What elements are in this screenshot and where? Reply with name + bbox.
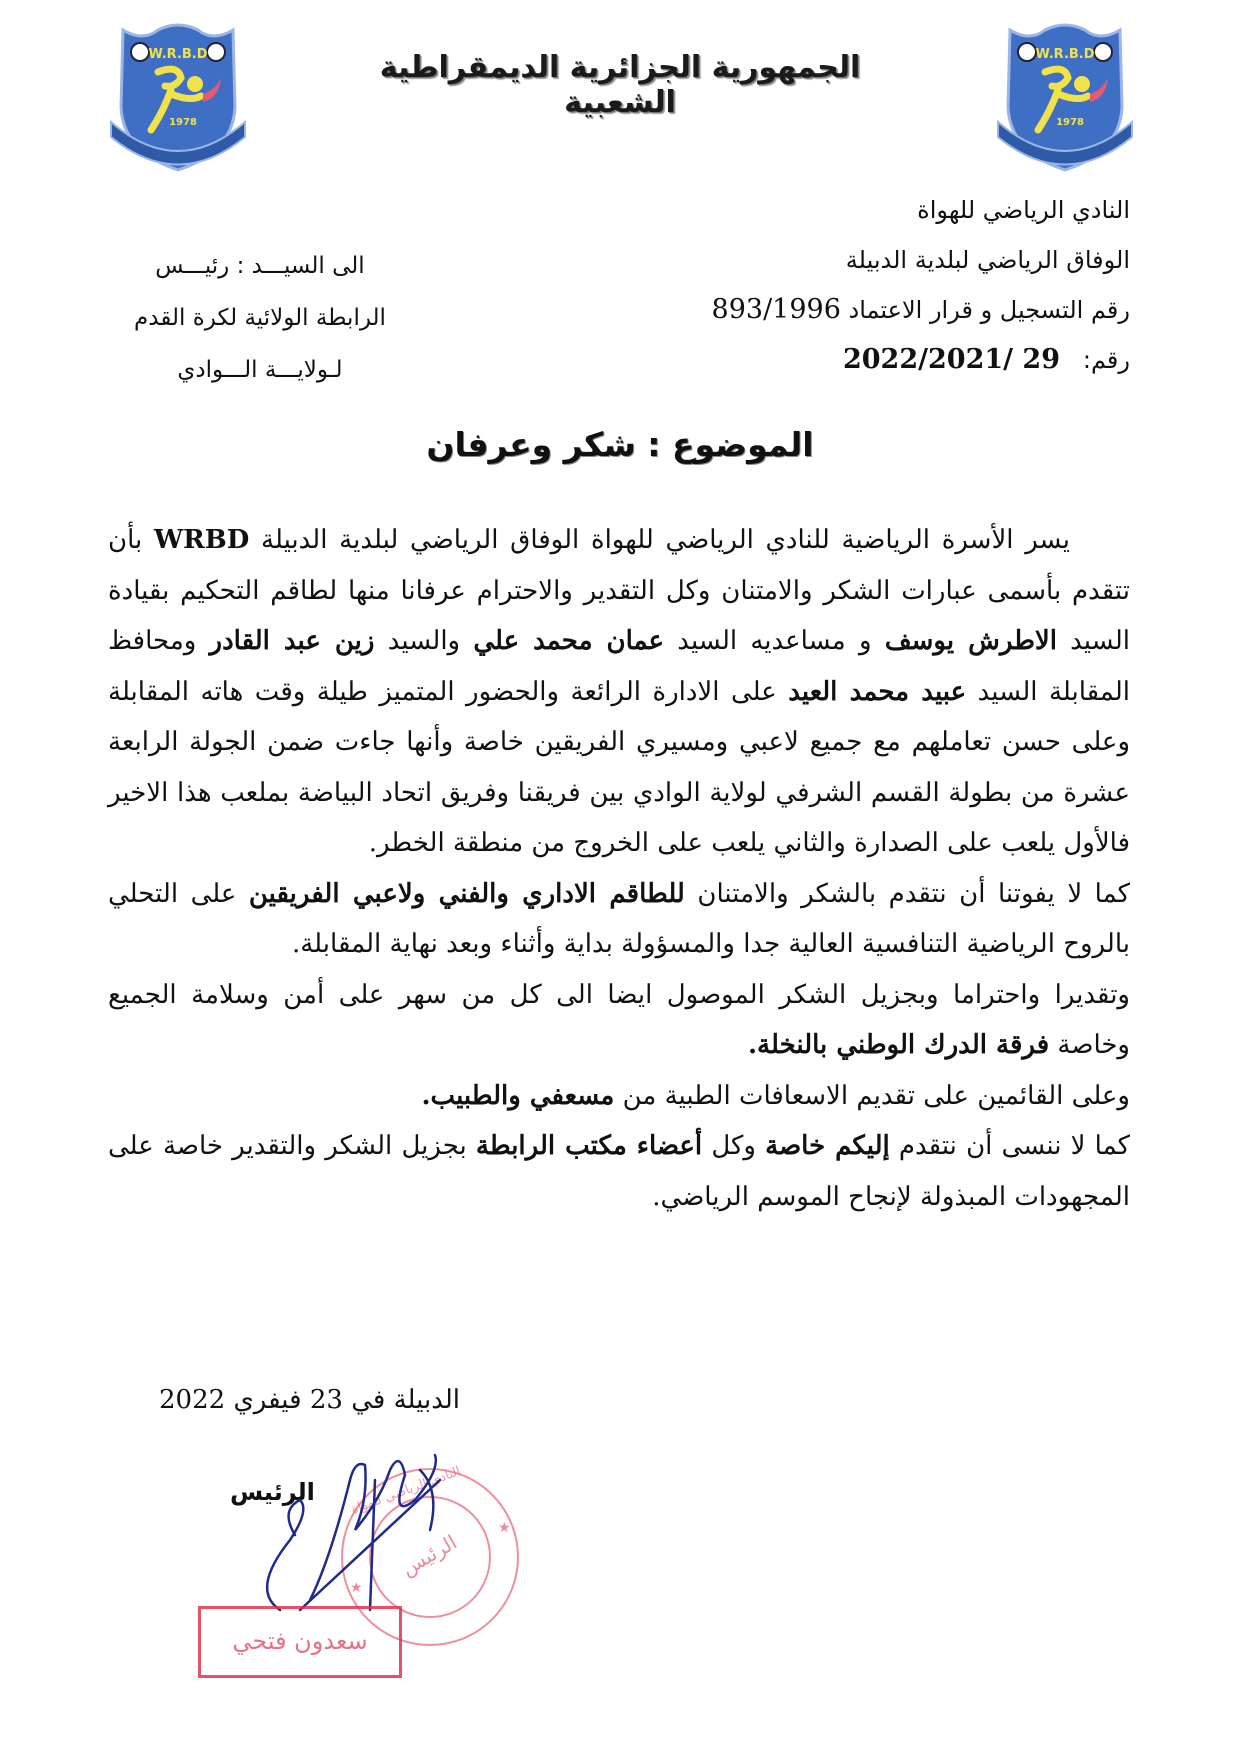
p2-text-1: كما لا يفوتنا أن نتقدم بالشكر والامتنان xyxy=(684,878,1131,909)
paragraph-5 xyxy=(108,1121,1130,1222)
president-name-stamp: سعدون فتحي xyxy=(198,1606,402,1678)
p4-text-1: وعلى القائمين على تقديم الاسعافات الطبية من xyxy=(614,1080,1130,1111)
commissioner-name: عبيد محمد العيد xyxy=(788,676,967,707)
p1-text-2: بأن تتقدم بأسمى عبارات الشكر والامتنان وكل التقدير والاحترام عرفانا منها لطاقم التحكيم بقيادة السيد xyxy=(108,525,1130,656)
country-heading: الجمهورية الجزائرية الديمقراطية الشعبية xyxy=(379,50,861,120)
svg-text:1978: 1978 xyxy=(169,117,197,128)
recipient-line-1: الى السيـــد : رئيـــس xyxy=(155,253,365,279)
svg-text:1978: 1978 xyxy=(1056,117,1084,128)
p5-text-3: بجزيل الشكر والتقدير خاصة على المجهودات المبذولة لإنجاح الموسم الرياضي. xyxy=(108,1131,1130,1212)
p1-text-1: يسر الأسرة الرياضية للنادي الرياضي للهواة الوفاق الرياضي لبلدية الدبيلة xyxy=(249,525,1070,555)
paragraph-4 xyxy=(108,1071,1130,1122)
reference-line xyxy=(630,335,1130,385)
sender-club-name: الوفاق الرياضي لبلدية الدبيلة xyxy=(845,246,1130,274)
svg-text:الرئيس: الرئيس xyxy=(397,1529,461,1581)
referee-name: الاطرش يوسف xyxy=(884,626,1057,656)
svg-text:W.R.B.D: W.R.B.D xyxy=(148,47,208,62)
sender-block xyxy=(630,185,1130,385)
p1-text-6: على الادارة الرائعة والحضور المتميز طيلة وقت هاته المقابلة وعلى حسن تعاملهم مع جميع لاعبي ومسيري الفريقين خاصة وأنها جاءت ضمن الجولة الرابعة عشرة من بطولة القسم الشرفي لولاية الوادي بين فريقنا وفريق اتحاد البياضة بملعب هذا الاخير فالأول يلعب على الصدارة والثاني يلعب على الخروج من منطقة الخطر. xyxy=(108,676,1130,858)
p5-bold-1: إليكم خاصة xyxy=(765,1131,890,1161)
p3-text-1: وتقديرا واحتراما وبجزيل الشكر الموصول ايضا الى كل من سهر على أمن وسلامة الجميع وخاصة xyxy=(108,979,1130,1060)
p4-bold-1: مسعفي والطبيب. xyxy=(421,1080,615,1111)
recipient-line-3: لـولايـــة الـــوادي xyxy=(177,357,343,383)
p1-text-4: والسيد xyxy=(374,626,474,656)
p5-text-2: وكل xyxy=(702,1131,766,1161)
p5-text-1: كما لا ننسى أن نتقدم xyxy=(889,1131,1131,1161)
p2-bold-1: للطاقم الاداري والفني ولاعبي الفريقين xyxy=(248,878,685,909)
svg-text:★: ★ xyxy=(350,1580,363,1596)
p5-bold-2: أعضاء مكتب الرابطة xyxy=(475,1131,703,1161)
recipient-line-2: الرابطة الولائية لكرة القدم xyxy=(134,305,386,331)
svg-text:W.R.B.D: W.R.B.D xyxy=(1035,47,1095,62)
letter-body xyxy=(108,515,1130,1222)
place-and-date: الدبيلة في 23 فيفري 2022 xyxy=(159,1385,460,1415)
p2-text-2: على التحلي بالروح الرياضية التنافسية العالية جدا والمسؤولة بداية وأثناء وبعد نهاية المقابلة. xyxy=(108,878,1130,959)
registration-number: 893/1996 xyxy=(711,294,841,325)
p1-text-5: ومحافظ المقابلة السيد xyxy=(108,626,1130,707)
recipient-block xyxy=(110,240,410,396)
assistant-1-name: عمان محمد علي xyxy=(473,626,665,656)
reference-label: رقم: xyxy=(1082,346,1130,374)
p3-bold-1: فرقة الدرك الوطني بالنخلة. xyxy=(747,1030,1050,1060)
paragraph-2 xyxy=(108,869,1130,970)
paragraph-3 xyxy=(108,970,1130,1071)
club-logo-left xyxy=(103,12,253,177)
president-title: الرئيس xyxy=(230,1478,315,1506)
president-signature xyxy=(240,1440,470,1620)
paragraph-1 xyxy=(108,515,1130,869)
reference-number: 29 /2022/2021 xyxy=(842,344,1060,375)
assistant-2-name: زين عبد القادر xyxy=(209,626,375,656)
registration-line xyxy=(630,285,1130,335)
svg-text:★: ★ xyxy=(498,1520,511,1536)
sender-club-type: النادي الرياضي للهواة xyxy=(917,196,1130,224)
club-abbreviation: WRBD xyxy=(153,525,250,555)
svg-text:النادي الرياضي للهواة: النادي الرياضي للهواة xyxy=(349,1463,463,1518)
club-logo-right xyxy=(990,12,1140,177)
registration-label: رقم التسجيل و قرار الاعتماد xyxy=(848,296,1130,324)
subject-heading: الموضوع : شكر وعرفان xyxy=(426,425,814,464)
p1-text-3: و مساعديه السيد xyxy=(664,626,885,656)
